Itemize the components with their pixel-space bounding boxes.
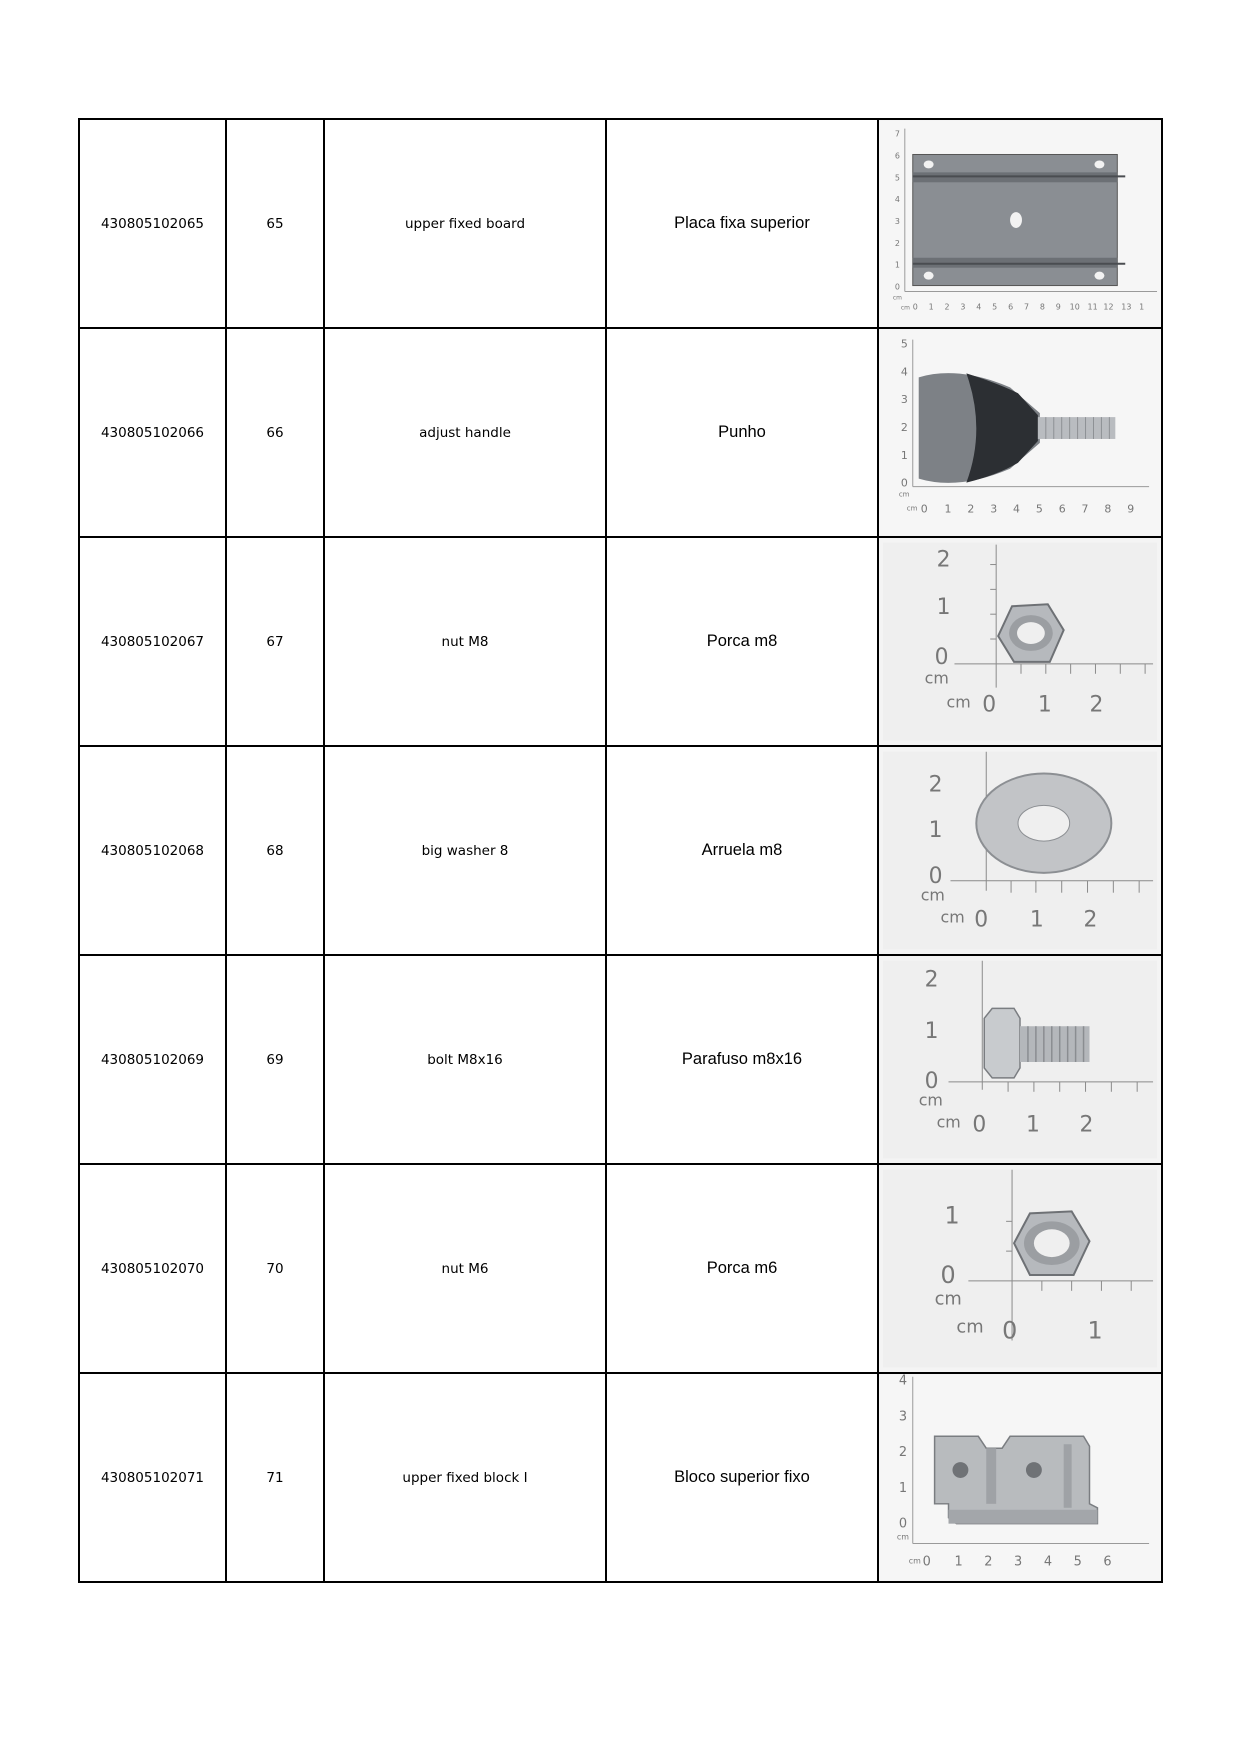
svg-text:cm: cm [906,504,918,513]
part-code: 430805102070 [79,1164,226,1373]
svg-text:4: 4 [1013,502,1021,516]
svg-text:5: 5 [992,302,998,312]
svg-text:4: 4 [900,365,908,379]
svg-text:12: 12 [1103,302,1114,312]
svg-text:1: 1 [954,1554,963,1570]
description-pt: Punho [606,328,878,537]
svg-text:1: 1 [1087,1316,1103,1345]
svg-text:3: 3 [1014,1554,1023,1570]
svg-text:cm: cm [918,1090,943,1110]
svg-text:0: 0 [894,282,900,292]
bolt-photo [879,956,1161,1163]
item-number: 69 [226,955,324,1164]
svg-text:11: 11 [1087,302,1098,312]
item-number: 71 [226,1373,324,1582]
svg-text:2: 2 [1089,692,1104,718]
svg-text:1: 1 [894,260,900,270]
svg-text:1: 1 [900,448,908,462]
parts-table [78,118,1163,1583]
item-number: 68 [226,746,324,955]
part-code: 430805102066 [79,328,226,537]
table-row [79,1164,1162,1373]
svg-text:0: 0 [922,1554,931,1570]
table-row [79,119,1162,328]
part-code: 430805102068 [79,746,226,955]
svg-text:6: 6 [1008,302,1014,312]
part-code: 430805102065 [79,119,226,328]
svg-text:6: 6 [1058,502,1066,516]
svg-text:9: 9 [1055,302,1061,312]
description-en: upper fixed block I [324,1373,606,1582]
svg-text:2: 2 [894,238,900,248]
svg-text:7: 7 [1023,302,1030,312]
svg-text:cm: cm [956,1316,984,1338]
svg-text:4: 4 [976,302,982,312]
svg-text:1: 1 [898,1480,908,1496]
svg-text:3: 3 [900,393,908,407]
item-number: 70 [226,1164,324,1373]
description-pt: Porca m6 [606,1164,878,1373]
svg-text:1: 1 [928,818,943,844]
svg-text:0: 0 [912,302,918,312]
svg-text:2: 2 [984,1554,993,1570]
table-row [79,328,1162,537]
svg-text:cm: cm [940,907,965,927]
svg-text:8: 8 [1104,502,1112,516]
svg-text:2: 2 [936,547,951,573]
svg-text:0: 0 [900,476,908,490]
hex-nut-photo [879,1165,1161,1372]
part-photo [878,955,1162,1164]
svg-text:3: 3 [990,502,998,516]
svg-text:2: 2 [1083,907,1098,933]
svg-text:0: 0 [924,1068,939,1094]
svg-text:cm: cm [936,1112,961,1132]
svg-text:3: 3 [960,302,966,312]
svg-text:5: 5 [894,173,900,183]
part-photo [878,537,1162,746]
svg-text:8: 8 [1039,302,1045,312]
svg-text:2: 2 [924,967,939,993]
plate-photo [879,120,1161,327]
svg-text:cm: cm [896,1532,909,1542]
svg-text:0: 0 [940,1260,956,1289]
svg-text:2: 2 [967,502,975,516]
svg-text:1: 1 [944,1201,960,1230]
table-row [79,537,1162,746]
description-pt: Placa fixa superior [606,119,878,328]
washer-photo [879,747,1161,954]
svg-text:1: 1 [936,595,951,621]
description-pt: Porca m8 [606,537,878,746]
svg-text:7: 7 [894,129,900,139]
block-photo [879,1374,1161,1581]
svg-text:5: 5 [1035,502,1043,516]
svg-text:2: 2 [900,421,908,435]
description-en: upper fixed board [324,119,606,328]
svg-text:cm: cm [908,1556,921,1566]
svg-text:4: 4 [898,1374,908,1389]
description-en: adjust handle [324,328,606,537]
svg-text:5: 5 [900,337,908,351]
svg-text:2: 2 [1079,1112,1094,1138]
svg-text:13: 13 [1121,302,1132,312]
svg-text:cm: cm [900,304,910,312]
svg-text:cm: cm [924,668,949,688]
description-en: big washer 8 [324,746,606,955]
table-row [79,746,1162,955]
svg-text:6: 6 [1103,1554,1112,1570]
part-code: 430805102069 [79,955,226,1164]
svg-text:7: 7 [1081,502,1089,516]
item-number: 66 [226,328,324,537]
part-photo [878,328,1162,537]
svg-text:0: 0 [1002,1316,1018,1345]
part-code: 430805102071 [79,1373,226,1582]
svg-text:1: 1 [924,1019,939,1045]
svg-text:1: 1 [1029,907,1044,933]
svg-text:0: 0 [982,692,997,718]
svg-text:cm: cm [934,1288,962,1310]
svg-text:cm: cm [920,885,945,905]
svg-text:10: 10 [1069,302,1080,312]
svg-text:3: 3 [898,1409,908,1425]
svg-text:0: 0 [928,863,943,889]
svg-text:1: 1 [1037,692,1052,718]
part-photo [878,1164,1162,1373]
description-en: bolt M8x16 [324,955,606,1164]
svg-text:cm: cm [898,490,910,499]
hex-nut-photo [879,538,1161,745]
svg-text:2: 2 [928,772,943,798]
handle-photo [879,329,1161,536]
description-pt: Arruela m8 [606,746,878,955]
part-photo [878,119,1162,328]
svg-text:1: 1 [1025,1112,1040,1138]
table-row [79,955,1162,1164]
svg-text:6: 6 [894,151,900,161]
svg-text:2: 2 [944,302,950,312]
svg-text:1: 1 [1139,302,1145,312]
item-number: 67 [226,537,324,746]
svg-text:cm: cm [946,692,971,712]
description-en: nut M6 [324,1164,606,1373]
svg-text:0: 0 [934,644,949,670]
svg-text:4: 4 [894,195,900,205]
description-pt: Parafuso m8x16 [606,955,878,1164]
svg-text:1: 1 [928,302,934,312]
description-pt: Bloco superior fixo [606,1373,878,1582]
svg-text:2: 2 [898,1445,908,1461]
svg-text:0: 0 [898,1516,908,1532]
svg-text:0: 0 [920,502,928,516]
table-row [79,1373,1162,1582]
svg-text:cm: cm [892,294,902,302]
svg-text:3: 3 [894,216,900,226]
item-number: 65 [226,119,324,328]
description-en: nut M8 [324,537,606,746]
part-code: 430805102067 [79,537,226,746]
svg-text:4: 4 [1043,1554,1053,1570]
svg-text:1: 1 [944,502,952,516]
svg-text:5: 5 [1073,1554,1082,1570]
svg-text:0: 0 [972,1112,987,1138]
part-photo [878,746,1162,955]
svg-text:0: 0 [974,907,989,933]
svg-text:9: 9 [1127,502,1135,516]
part-photo [878,1373,1162,1582]
